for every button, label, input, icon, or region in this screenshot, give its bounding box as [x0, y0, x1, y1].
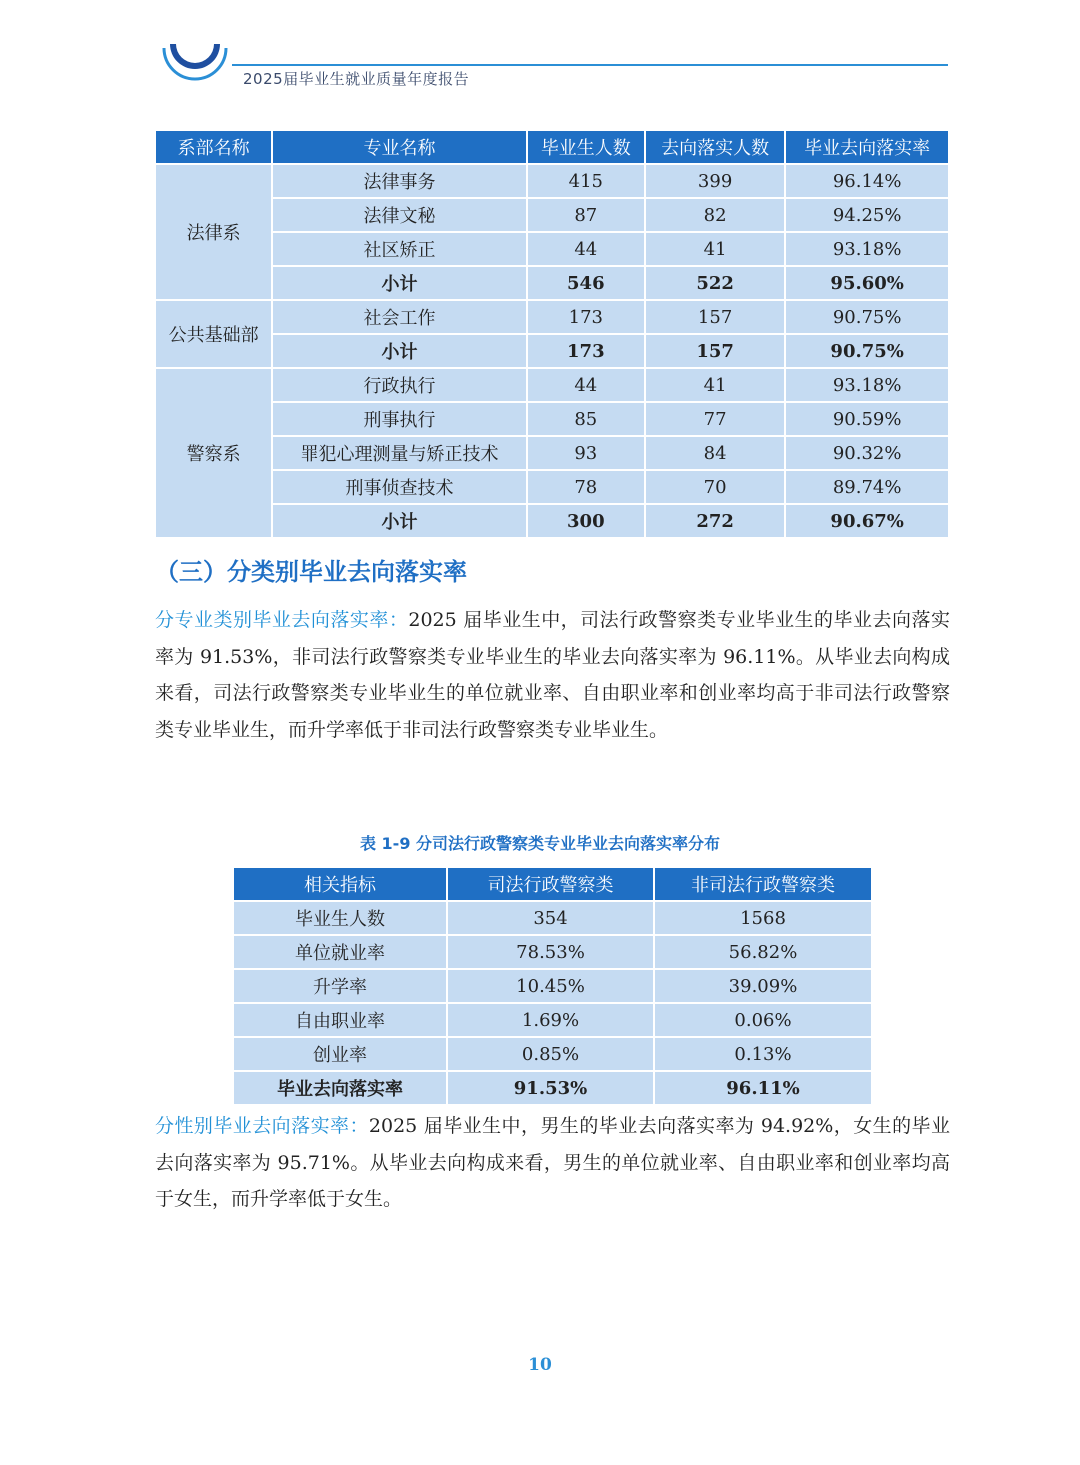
major-cell: 罪犯心理测量与矫正技术 [273, 437, 526, 469]
table-row [156, 403, 948, 435]
table-row [156, 199, 948, 231]
subtotal-label: 小计 [273, 267, 526, 299]
table-row [156, 301, 948, 333]
subtotal-label: 小计 [273, 335, 526, 367]
placed-cell: 272 [646, 505, 784, 537]
graduates-cell: 44 [528, 369, 644, 401]
table-header-row [234, 868, 871, 900]
page-number: 10 [528, 1355, 552, 1375]
category-placement-table [232, 866, 873, 1106]
report-logo-icon [160, 40, 230, 98]
graduates-cell: 87 [528, 199, 644, 231]
major-cell: 刑事执行 [273, 403, 526, 435]
graduates-cell: 173 [528, 301, 644, 333]
major-cell: 刑事侦查技术 [273, 471, 526, 503]
police-value-cell: 91.53% [448, 1072, 653, 1104]
placed-cell: 77 [646, 403, 784, 435]
table-row [234, 1004, 871, 1036]
rate-cell: 90.32% [786, 437, 948, 469]
column-header: 毕业去向落实率 [786, 131, 948, 163]
graduates-cell: 173 [528, 335, 644, 367]
column-header: 毕业生人数 [528, 131, 644, 163]
rate-cell: 90.75% [786, 301, 948, 333]
indicator-cell: 自由职业率 [234, 1004, 446, 1036]
paragraph-body: 2025 届毕业生中，男生的毕业去向落实率为 94.92%，女生的毕业去向落实率为 95.71%。从毕业去向构成来看，男生的单位就业率、自由职业率和创业率均高于女生，而升学率低于女生。 [155, 1115, 950, 1210]
section-heading: （三）分类别毕业去向落实率 [155, 558, 467, 586]
rate-cell: 95.60% [786, 267, 948, 299]
rate-cell: 96.14% [786, 165, 948, 197]
total-row [234, 1072, 871, 1104]
table-row [234, 936, 871, 968]
police-value-cell: 1.69% [448, 1004, 653, 1036]
dept-cell: 警察系 [156, 369, 271, 537]
paragraph-lead: 分专业类别毕业去向落实率： [155, 609, 409, 631]
graduates-cell: 546 [528, 267, 644, 299]
paragraph-lead: 分性别毕业去向落实率： [155, 1115, 369, 1137]
rate-cell: 89.74% [786, 471, 948, 503]
column-header: 非司法行政警察类 [655, 868, 871, 900]
major-cell: 法律事务 [273, 165, 526, 197]
major-placement-table [154, 129, 950, 539]
indicator-cell: 升学率 [234, 970, 446, 1002]
non-police-value-cell: 39.09% [655, 970, 871, 1002]
subtotal-row [156, 505, 948, 537]
placed-cell: 41 [646, 233, 784, 265]
table-row [234, 902, 871, 934]
column-header: 去向落实人数 [646, 131, 784, 163]
rate-cell: 90.67% [786, 505, 948, 537]
table-header-row [156, 131, 948, 163]
non-police-value-cell: 96.11% [655, 1072, 871, 1104]
rate-cell: 90.75% [786, 335, 948, 367]
column-header: 相关指标 [234, 868, 446, 900]
placed-cell: 70 [646, 471, 784, 503]
placed-cell: 84 [646, 437, 784, 469]
table-row [156, 437, 948, 469]
column-header: 司法行政警察类 [448, 868, 653, 900]
non-police-value-cell: 56.82% [655, 936, 871, 968]
dept-cell: 法律系 [156, 165, 271, 299]
rate-cell: 94.25% [786, 199, 948, 231]
rate-cell: 93.18% [786, 369, 948, 401]
table-row [156, 369, 948, 401]
indicator-cell: 毕业生人数 [234, 902, 446, 934]
graduates-cell: 300 [528, 505, 644, 537]
placed-cell: 157 [646, 301, 784, 333]
column-header: 系部名称 [156, 131, 271, 163]
page-header [0, 0, 1080, 110]
police-value-cell: 354 [448, 902, 653, 934]
police-value-cell: 10.45% [448, 970, 653, 1002]
paragraph-gender [155, 1108, 950, 1218]
non-police-value-cell: 0.13% [655, 1038, 871, 1070]
rate-cell: 90.59% [786, 403, 948, 435]
non-police-value-cell: 0.06% [655, 1004, 871, 1036]
subtotal-row [156, 335, 948, 367]
subtotal-row [156, 267, 948, 299]
subtotal-label: 小计 [273, 505, 526, 537]
header-rule [232, 64, 948, 66]
placed-cell: 41 [646, 369, 784, 401]
table-row [156, 233, 948, 265]
indicator-cell: 创业率 [234, 1038, 446, 1070]
paragraph-body: 2025 届毕业生中，司法行政警察类专业毕业生的毕业去向落实率为 91.53%，非司法行政警察类专业毕业生的毕业去向落实率为 96.11%。从毕业去向构成来看，司法行政警察类专业毕业生的单位就业率、自由职业率和创业率均高于非司法行政警察类专业毕业生，而升学率低于非司法行政警察类专业毕业生。 [155, 609, 950, 741]
graduates-cell: 78 [528, 471, 644, 503]
major-cell: 行政执行 [273, 369, 526, 401]
report-title: 2025届毕业生就业质量年度报告 [243, 70, 470, 88]
police-value-cell: 0.85% [448, 1038, 653, 1070]
column-header: 专业名称 [273, 131, 526, 163]
table-row [234, 1038, 871, 1070]
table-caption: 表 1-9 分司法行政警察类专业毕业去向落实率分布 [359, 834, 721, 853]
graduates-cell: 415 [528, 165, 644, 197]
placed-cell: 157 [646, 335, 784, 367]
dept-cell: 公共基础部 [156, 301, 271, 367]
placed-cell: 399 [646, 165, 784, 197]
placed-cell: 82 [646, 199, 784, 231]
major-cell: 社区矫正 [273, 233, 526, 265]
table-row [156, 165, 948, 197]
table-row [234, 970, 871, 1002]
non-police-value-cell: 1568 [655, 902, 871, 934]
major-cell: 社会工作 [273, 301, 526, 333]
table-row [156, 471, 948, 503]
placed-cell: 522 [646, 267, 784, 299]
major-cell: 法律文秘 [273, 199, 526, 231]
rate-cell: 93.18% [786, 233, 948, 265]
graduates-cell: 85 [528, 403, 644, 435]
graduates-cell: 93 [528, 437, 644, 469]
indicator-cell: 毕业去向落实率 [234, 1072, 446, 1104]
indicator-cell: 单位就业率 [234, 936, 446, 968]
paragraph-major-category [155, 602, 950, 748]
police-value-cell: 78.53% [448, 936, 653, 968]
graduates-cell: 44 [528, 233, 644, 265]
